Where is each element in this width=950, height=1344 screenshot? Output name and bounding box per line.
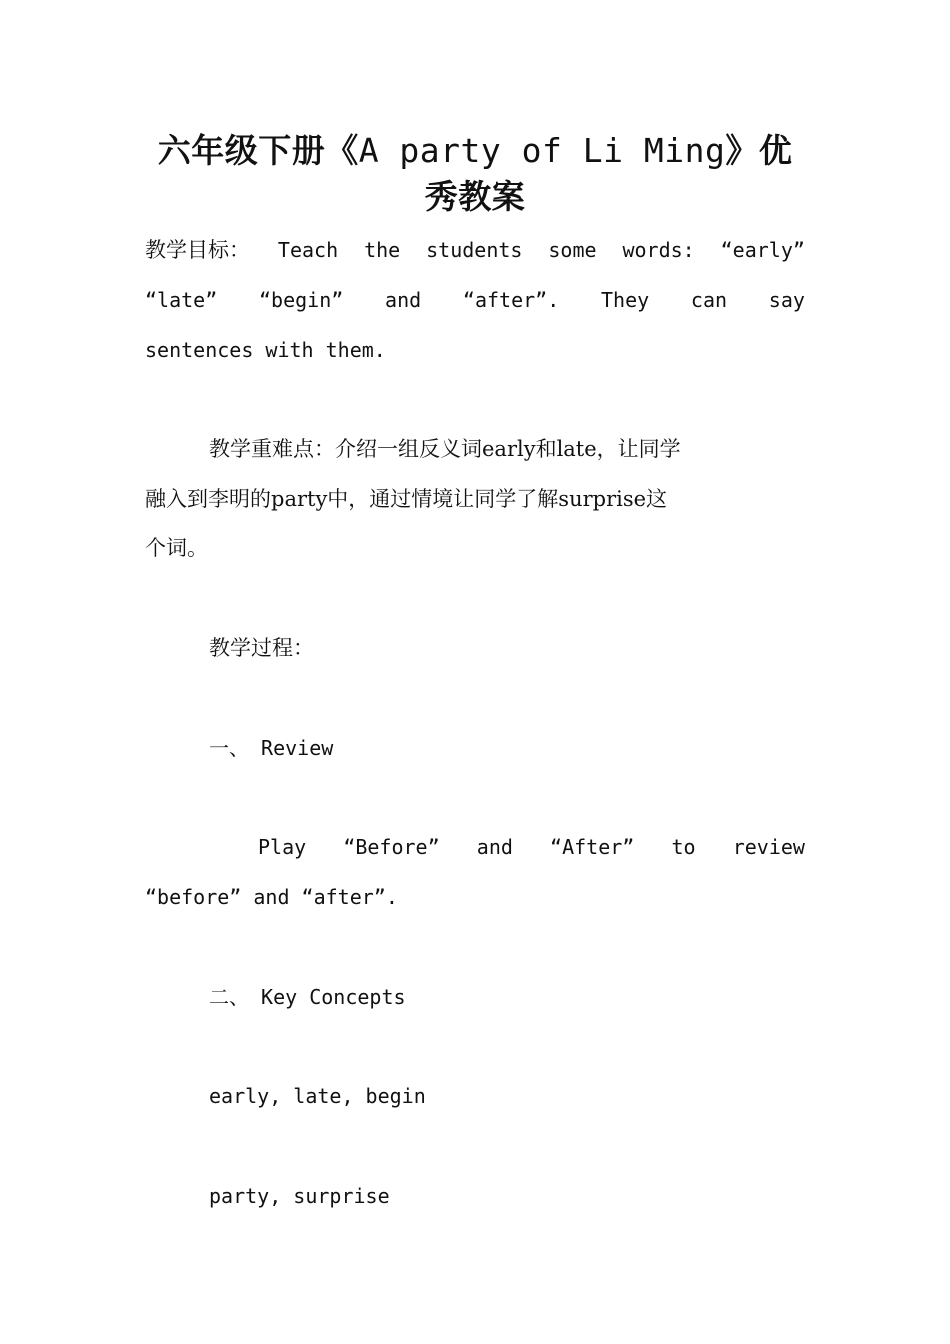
- objective-label: 教学目标：: [145, 238, 250, 262]
- objective-line-3: sentences with them.: [145, 338, 386, 362]
- section-1-line-2: “before” and “after”.: [145, 885, 398, 909]
- process-label: 教学过程：: [209, 636, 314, 660]
- section-2-words-2: party, surprise: [209, 1184, 390, 1208]
- title-line-2: 秀教案: [424, 177, 526, 216]
- title-line-1: 六年级下册《A party of Li Ming》优: [157, 131, 793, 170]
- objective-line-2: “late” “begin” and “after”. They can say: [145, 288, 805, 312]
- keypoints-line-3: 个词。: [145, 536, 208, 560]
- objective-line-1: 教学目标： Teach the students some words: “early”: [145, 235, 805, 265]
- section-1-heading: 一、 Review: [209, 736, 334, 760]
- section-2-heading: 二、 Key Concepts: [209, 985, 406, 1009]
- section-2-words-1: early, late, begin: [209, 1084, 426, 1108]
- keypoints-line-2: 融入到李明的party中，通过情境让同学了解surprise这: [145, 487, 668, 511]
- keypoints-line-1: 教学重难点：介绍一组反义词early和late，让同学: [209, 437, 681, 461]
- section-1-line-1: Play “Before” and “After” to review: [258, 835, 805, 859]
- document-title: [120, 128, 830, 220]
